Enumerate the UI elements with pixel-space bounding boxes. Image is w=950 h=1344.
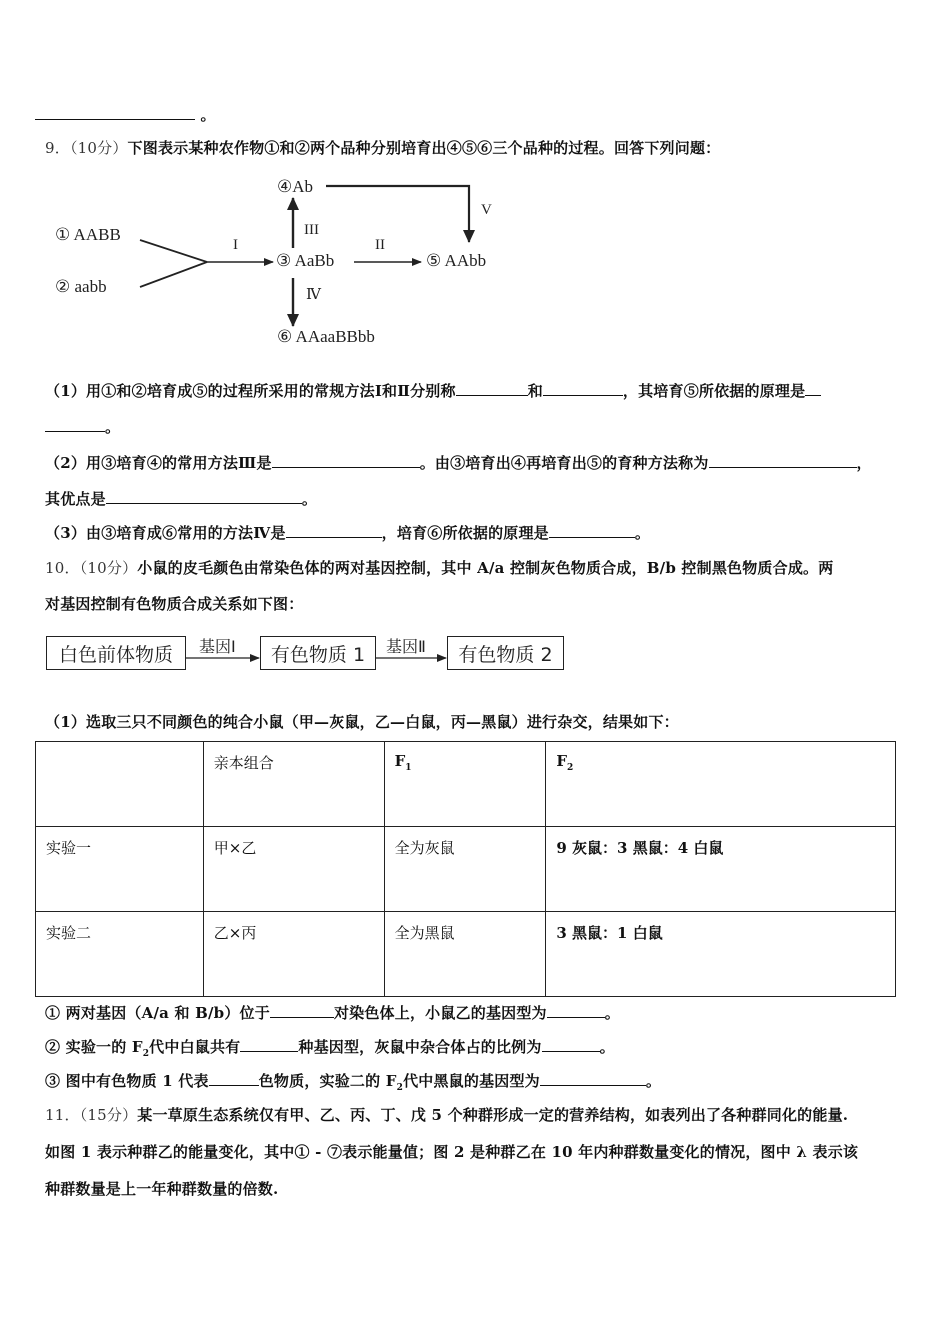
question-text: 对基因控制有色物质合成关系如下图： <box>45 595 304 613</box>
answer-blank[interactable] <box>543 381 623 396</box>
text: 和 <box>527 382 543 400</box>
step-4-label: Ⅳ <box>306 287 321 303</box>
question-text: 小鼠的皮毛颜色由常染色体的两对基因控制，其中 A/a 控制灰色物质合成，B/b 控制黑色物质合成。两 <box>137 559 834 577</box>
table-cell: 实验一 <box>36 827 204 912</box>
q9-part-1 <box>45 380 821 401</box>
text: ③ 图中有色物质 1 代表 <box>45 1072 209 1090</box>
table-cell: 3 黑鼠：1 白鼠 <box>546 912 896 997</box>
header-cell-f2: $F_2$ <box>546 742 896 827</box>
table-row <box>36 827 896 912</box>
question-text: 如图 1 表示种群乙的能量变化，其中① - ⑦表示能量值；图 2 是种群乙在 10 年内种群数量变化的情况，图中 λ 表示该 <box>45 1143 859 1161</box>
table-cell: 乙×丙 <box>203 912 384 997</box>
text: 。 <box>301 490 318 508</box>
answer-blank[interactable] <box>540 1071 646 1086</box>
period: 。 <box>200 106 216 124</box>
text: 其优点是 <box>45 490 106 508</box>
pigment-1-box: 有色物质 1 <box>260 636 376 670</box>
q9-part-3 <box>45 522 650 543</box>
q11-line-1 <box>45 1104 848 1125</box>
step-1-label: I <box>233 237 238 253</box>
q10-part-1-intro <box>45 711 679 732</box>
table-cell: 实验二 <box>36 912 204 997</box>
q9-stem <box>45 137 720 158</box>
table-cell: 9 灰鼠：3 黑鼠：4 白鼠 <box>546 827 896 912</box>
variety-6-label: ⑥ AAaaBBbb <box>277 327 375 346</box>
question-score: （10分） <box>79 559 138 577</box>
text: （1）选取三只不同颜色的纯合小鼠（甲—灰鼠，乙—白鼠，丙—黑鼠）进行杂交，结果如下： <box>45 713 679 731</box>
q9-part-1-cont <box>45 416 120 437</box>
answer-blank[interactable] <box>272 453 420 468</box>
answer-blank[interactable] <box>456 381 528 396</box>
answer-blank[interactable] <box>45 417 105 432</box>
gene-1-label: 基因Ⅰ <box>199 637 236 656</box>
answer-blank[interactable] <box>709 453 857 468</box>
text: ， <box>856 454 872 472</box>
variety-5-label: ⑤ AAbb <box>426 251 487 270</box>
variety-4-label: ④Ab <box>277 177 314 196</box>
q10-sub-2 <box>45 1036 615 1059</box>
answer-blank[interactable] <box>547 1003 605 1018</box>
step-5-label: V <box>481 202 492 218</box>
text: （2）用③培育④的常用方法Ⅲ是 <box>45 454 272 472</box>
text: 对染色体上，小鼠乙的基因型为 <box>333 1004 547 1022</box>
table-header-row <box>36 742 896 827</box>
answer-blank[interactable] <box>549 523 635 538</box>
question-number: 10． <box>45 559 80 577</box>
pigment-2-box: 有色物质 2 <box>447 636 564 670</box>
gene-2-label: 基因Ⅱ <box>386 637 426 656</box>
subscript: 2 <box>396 1083 404 1093</box>
step-3-label: III <box>304 222 319 238</box>
text: 。由③培育出④再培育出⑤的育种方法称为 <box>419 454 709 472</box>
cross-results-table <box>35 741 896 997</box>
text: （3）由③培育成⑥常用的方法Ⅳ是 <box>45 524 286 542</box>
subscript: 2 <box>142 1049 150 1059</box>
table-cell: 全为灰鼠 <box>384 827 546 912</box>
text: 种基因型，灰鼠中杂合体占的比例为 <box>298 1038 542 1056</box>
q10-stem-line-2 <box>45 593 303 614</box>
text: ① 两对基因（A/a 和 B/b）位于 <box>45 1004 270 1022</box>
answer-blank[interactable] <box>35 105 195 120</box>
table-cell: 甲×乙 <box>203 827 384 912</box>
text: 。 <box>634 524 651 542</box>
q9-part-2-cont <box>45 488 317 509</box>
variety-2-label: ② aabb <box>55 277 107 296</box>
white-precursor-box: 白色前体物质 <box>46 636 186 670</box>
text: 。 <box>105 418 121 436</box>
variety-1-label: ① AABB <box>55 225 121 244</box>
text: ，其培育⑤所依据的原理是 <box>622 382 806 400</box>
table-cell: 全为黑鼠 <box>384 912 546 997</box>
answer-blank[interactable] <box>805 381 821 396</box>
question-number: 9． <box>45 139 70 157</box>
q10-stem-line-1 <box>45 557 833 578</box>
question-text: 种群数量是上一年种群数量的倍数. <box>45 1180 279 1198</box>
step-2-label: II <box>375 237 385 253</box>
q10-sub-3 <box>45 1070 661 1093</box>
text: 代中白鼠共有 <box>149 1038 241 1056</box>
header-cell <box>36 742 204 827</box>
text: 。 <box>604 1004 620 1022</box>
text: ② 实验一的 F <box>45 1038 143 1056</box>
question-number: 11． <box>45 1106 80 1124</box>
text: 色物质，实验二的 F <box>258 1072 397 1090</box>
answer-blank[interactable] <box>286 523 382 538</box>
answer-blank[interactable] <box>240 1037 298 1052</box>
breeding-diagram-arrows <box>0 0 950 360</box>
q11-line-3 <box>45 1178 278 1199</box>
previous-answer-line <box>35 104 216 125</box>
answer-blank[interactable] <box>106 489 302 504</box>
variety-3-label: ③ AaBb <box>276 251 335 270</box>
q10-sub-1 <box>45 1002 620 1023</box>
header-cell-f1: $F_1$ <box>384 742 546 827</box>
q9-part-2 <box>45 452 872 473</box>
text: ，培育⑥所依据的原理是 <box>381 524 549 542</box>
text: 。 <box>645 1072 662 1090</box>
question-score: （15分） <box>79 1106 138 1124</box>
question-text: 下图表示某种农作物①和②两个品种分别培育出④⑤⑥三个品种的过程。回答下列问题： <box>127 139 721 157</box>
answer-blank[interactable] <box>209 1071 259 1086</box>
text: 。 <box>599 1038 615 1056</box>
text: 代中黑鼠的基因型为 <box>403 1072 540 1090</box>
q11-line-2 <box>45 1141 858 1162</box>
answer-blank[interactable] <box>270 1003 334 1018</box>
header-cell-parents: 亲本组合 <box>203 742 384 827</box>
text: （1）用①和②培育成⑤的过程所采用的常规方法Ⅰ和Ⅱ分别称 <box>45 382 456 400</box>
question-score: （10分） <box>69 139 128 157</box>
answer-blank[interactable] <box>542 1037 600 1052</box>
table-row <box>36 912 896 997</box>
question-text: 某一草原生态系统仅有甲、乙、丙、丁、戊 5 个种群形成一定的营养结构，如表列出了各种群同化的能量. <box>137 1106 849 1124</box>
